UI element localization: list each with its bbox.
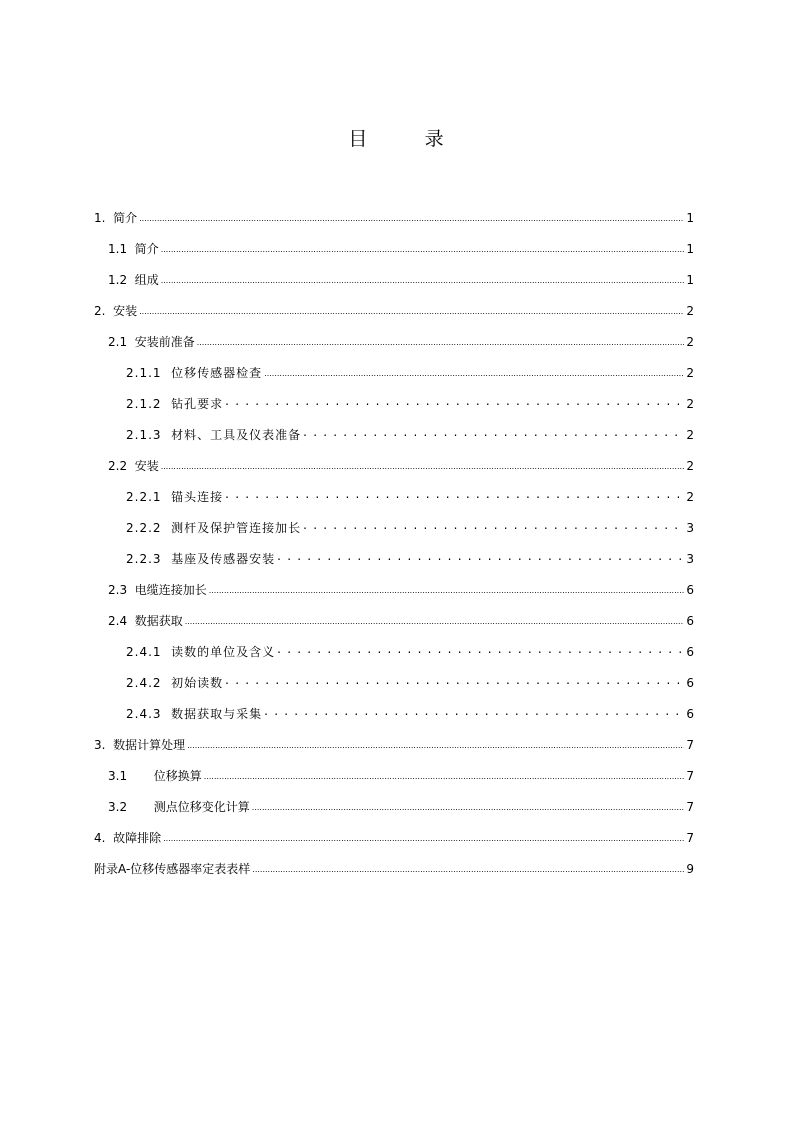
toc-entry[interactable] <box>94 475 694 506</box>
toc-entry-label: 2.2.3 基座及传感器安装 <box>126 552 276 566</box>
toc-page-number: 6 <box>686 645 694 659</box>
toc-entry-label: 2.1.2 钻孔要求 <box>126 397 224 411</box>
toc-leader-dots <box>264 361 684 379</box>
toc-entry-label: 2.3 电缆连接加长 <box>108 583 207 597</box>
toc-entry[interactable] <box>94 723 694 754</box>
toc-entry-label: 3.2 测点位移变化计算 <box>108 800 250 814</box>
toc-page-number: 6 <box>686 676 694 690</box>
toc-page-number: 3 <box>686 552 694 566</box>
toc-leader-dots <box>277 547 684 565</box>
toc-entry[interactable] <box>94 196 694 227</box>
toc-entry-label: 1.2 组成 <box>108 273 159 287</box>
toc-entry[interactable] <box>94 785 694 816</box>
toc-entry[interactable] <box>94 258 694 289</box>
toc-leader-dots <box>252 795 684 813</box>
toc-entry[interactable] <box>94 289 694 320</box>
toc-entry-label: 4. 故障排除 <box>94 831 162 845</box>
toc-page-number: 6 <box>686 707 694 721</box>
toc-entry[interactable] <box>94 847 694 878</box>
toc-leader-dots <box>277 640 684 658</box>
toc-entry-label: 2.1.1 位移传感器检查 <box>126 366 263 380</box>
toc-entry[interactable] <box>94 382 694 413</box>
toc-leader-dots <box>264 702 684 720</box>
toc-entry-label: 附录A-位移传感器率定表表样 <box>94 862 251 876</box>
toc-leader-dots <box>209 578 684 596</box>
toc-leader-dots <box>252 857 684 875</box>
toc-entry-label: 2.1 安装前准备 <box>108 335 195 349</box>
toc-page-number: 1 <box>686 211 694 225</box>
toc-leader-dots <box>204 764 684 782</box>
page-title: 目 录 <box>348 128 445 150</box>
toc-page-number: 2 <box>686 335 694 349</box>
toc-leader-dots <box>163 826 684 844</box>
toc-entry[interactable] <box>94 320 694 351</box>
toc-leader-dots <box>185 609 684 627</box>
toc-entry[interactable] <box>94 227 694 258</box>
toc-leader-dots <box>187 733 684 751</box>
toc-entry-label: 2.4.3 数据获取与采集 <box>126 707 263 721</box>
toc-leader-dots <box>225 392 684 410</box>
toc-page-number: 7 <box>686 738 694 752</box>
toc-entry[interactable] <box>94 599 694 630</box>
toc-leader-dots <box>303 516 684 534</box>
toc-page-number: 9 <box>686 862 694 876</box>
toc-entry-label: 2.2.1 锚头连接 <box>126 490 224 504</box>
toc-entry[interactable] <box>94 630 694 661</box>
toc-page-number: 7 <box>686 769 694 783</box>
toc-leader-dots <box>139 206 684 224</box>
toc-page-number: 3 <box>686 521 694 535</box>
toc-page-number: 1 <box>686 242 694 256</box>
toc-entry-label: 2.4 数据获取 <box>108 614 183 628</box>
toc-page-number: 2 <box>686 428 694 442</box>
toc-leader-dots <box>197 330 684 348</box>
toc-page-number: 7 <box>686 831 694 845</box>
toc-entry[interactable] <box>94 351 694 382</box>
toc-page-number: 2 <box>686 304 694 318</box>
toc-page-number: 2 <box>686 490 694 504</box>
toc-leader-dots <box>225 485 684 503</box>
toc-entry[interactable] <box>94 444 694 475</box>
toc-entry-label: 3. 数据计算处理 <box>94 738 186 752</box>
toc-leader-dots <box>161 268 684 286</box>
toc-entry-label: 2.4.2 初始读数 <box>126 676 224 690</box>
toc-page-number: 6 <box>686 614 694 628</box>
toc-page-number: 1 <box>686 273 694 287</box>
toc-page-number: 2 <box>686 397 694 411</box>
toc-page-number: 2 <box>686 459 694 473</box>
toc-entry-label: 1. 简介 <box>94 211 138 225</box>
toc-entry-label: 2. 安装 <box>94 304 138 318</box>
toc-entry[interactable] <box>94 568 694 599</box>
toc-entry-label: 2.4.1 读数的单位及含义 <box>126 645 276 659</box>
toc-entry[interactable] <box>94 413 694 444</box>
table-of-contents <box>94 196 694 878</box>
toc-leader-dots <box>161 237 684 255</box>
toc-entry-label: 2.2 安装 <box>108 459 159 473</box>
toc-leader-dots <box>303 423 684 441</box>
toc-leader-dots <box>161 454 684 472</box>
toc-entry[interactable] <box>94 692 694 723</box>
toc-page-number: 6 <box>686 583 694 597</box>
toc-entry[interactable] <box>94 537 694 568</box>
toc-entry[interactable] <box>94 816 694 847</box>
toc-entry[interactable] <box>94 754 694 785</box>
toc-entry[interactable] <box>94 661 694 692</box>
toc-entry-label: 2.2.2 测杆及保护管连接加长 <box>126 521 302 535</box>
toc-entry-label: 1.1 简介 <box>108 242 159 256</box>
toc-entry-label: 3.1 位移换算 <box>108 769 202 783</box>
toc-entry[interactable] <box>94 506 694 537</box>
toc-leader-dots <box>139 299 684 317</box>
toc-page-number: 7 <box>686 800 694 814</box>
toc-page-number: 2 <box>686 366 694 380</box>
toc-entry-label: 2.1.3 材料、工具及仪表准备 <box>126 428 302 442</box>
toc-leader-dots <box>225 671 684 689</box>
